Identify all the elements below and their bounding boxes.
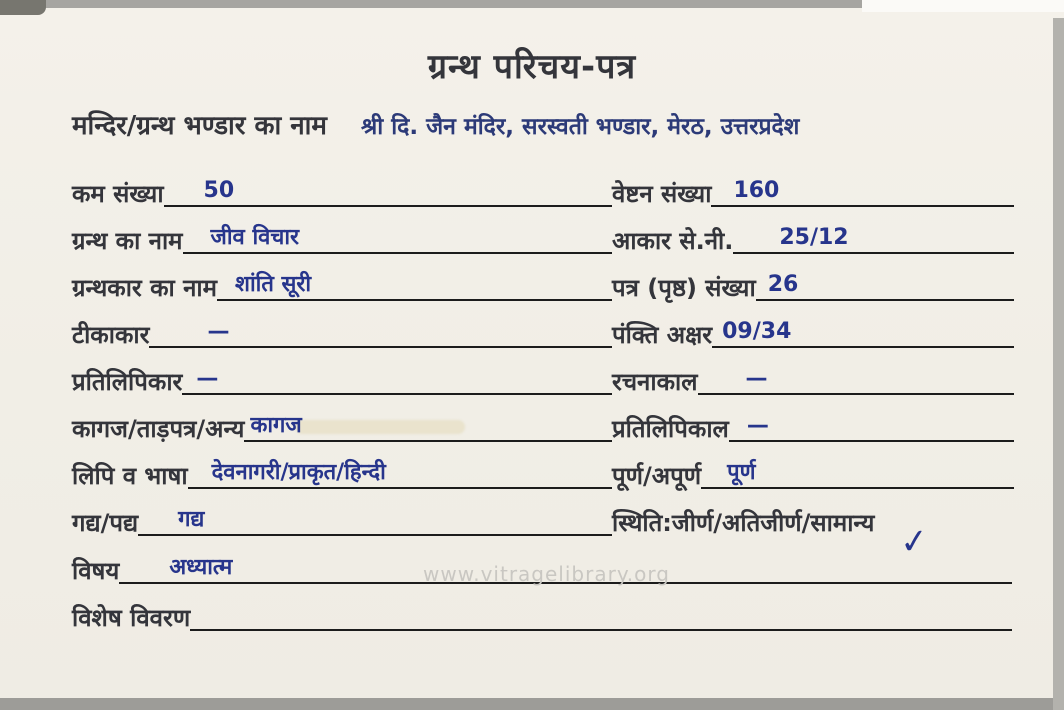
- field-value: —: [196, 366, 219, 391]
- field-row-serial-number: [72, 160, 612, 207]
- field-label: पंक्ति अक्षर: [612, 320, 713, 349]
- field-label: स्थिति:जीर्ण/अतिजीर्ण/सामान्य: [612, 508, 875, 537]
- rule-line: [188, 462, 612, 489]
- field-row-bundle-number: [612, 160, 1014, 207]
- repository-name-row: [72, 106, 799, 142]
- field-row-book-name: [72, 207, 612, 254]
- rule-line: [733, 227, 1014, 254]
- scan-edge-bottom: [0, 698, 1064, 710]
- field-row-complete-incomplete: [612, 442, 1014, 489]
- field-row-copyist: [72, 348, 612, 395]
- field-label: गद्य/पद्य: [72, 508, 139, 537]
- repository-name-value: श्री दि. जैन मंदिर, सरस्वती भण्डार, मेरठ, उत्तरप्रदेश: [360, 114, 800, 140]
- scan-corner-smudge: [0, 0, 46, 15]
- rule-line: [182, 368, 612, 395]
- rule-line: [244, 415, 612, 442]
- library-watermark: www.vitragelibrary.org: [423, 562, 670, 586]
- field-value: 50: [203, 178, 235, 203]
- rule-line: [164, 180, 612, 207]
- field-value: 25/12: [779, 225, 849, 250]
- form-column-right: [612, 160, 1014, 564]
- field-label: विषय: [72, 556, 120, 585]
- field-value: जीव विचार: [210, 225, 300, 250]
- field-value: 160: [733, 178, 780, 203]
- field-row-composition-date: [612, 348, 1014, 395]
- field-value: पूर्ण: [727, 460, 756, 485]
- field-row-special-details: [72, 584, 1012, 631]
- field-value: अध्यात्म: [169, 555, 233, 580]
- rule-line: [183, 227, 612, 254]
- rule-line: [698, 368, 1014, 395]
- field-row-prose-verse: [72, 489, 612, 536]
- field-label: टीकाकार: [72, 320, 150, 349]
- field-value: 26: [767, 272, 799, 297]
- field-value: कागज: [250, 413, 302, 438]
- field-row-page-count: [612, 254, 1014, 301]
- field-label: ग्रन्थकार का नाम: [72, 273, 217, 302]
- field-row-commentator: [72, 301, 612, 348]
- field-label: पत्र (पृष्ठ) संख्या: [612, 273, 756, 302]
- rule-line: [729, 415, 1014, 442]
- field-label: प्रतिलिपिकाल: [612, 414, 729, 443]
- field-label: प्रतिलिपिकार: [72, 367, 183, 396]
- rule-line: [190, 626, 1012, 631]
- rule-line: [701, 462, 1014, 489]
- field-row-author-name: [72, 254, 612, 301]
- rule-line: [756, 274, 1014, 301]
- field-row-script-language: [72, 442, 612, 489]
- scan-edge-top-white: [862, 0, 1064, 12]
- field-value: —: [207, 319, 230, 344]
- field-row-material: [72, 395, 612, 442]
- field-label: रचनाकाल: [612, 367, 698, 396]
- field-label: लिपि व भाषा: [72, 461, 188, 490]
- rule-line: [711, 180, 1014, 207]
- field-value: शांति सूरी: [235, 272, 312, 297]
- rule-line: [217, 274, 612, 301]
- field-label: विशेष विवरण: [72, 603, 191, 632]
- field-row-copy-date: [612, 395, 1014, 442]
- field-value: देवनागरी/प्राकृत/हिन्दी: [211, 460, 386, 485]
- rule-line: [149, 321, 612, 348]
- field-row-size-cm: [612, 207, 1014, 254]
- field-label: वेष्टन संख्या: [612, 179, 712, 208]
- rule-line: [138, 509, 612, 536]
- rule-line: [712, 321, 1014, 348]
- field-value: गद्य: [178, 507, 205, 532]
- scan-edge-right: [1053, 18, 1064, 710]
- field-label: कागज/ताड़पत्र/अन्य: [72, 414, 245, 443]
- field-row-condition: [612, 489, 1014, 564]
- page-title: ग्रन्थ परिचय-पत्र: [427, 47, 637, 87]
- condition-tick-mark: ✓: [897, 520, 931, 564]
- field-label: पूर्ण/अपूर्ण: [612, 461, 702, 490]
- form-column-left: [72, 160, 612, 536]
- field-value: —: [746, 413, 769, 438]
- field-value: 09/34: [722, 319, 792, 344]
- field-label: कम संख्या: [72, 179, 164, 208]
- repository-name-label: मन्दिर/ग्रन्थ भण्डार का नाम: [72, 111, 327, 141]
- field-value: —: [745, 366, 768, 391]
- field-row-lines-letters: [612, 301, 1014, 348]
- field-label: आकार से.नी.: [612, 226, 734, 255]
- field-label: ग्रन्थ का नाम: [72, 226, 183, 255]
